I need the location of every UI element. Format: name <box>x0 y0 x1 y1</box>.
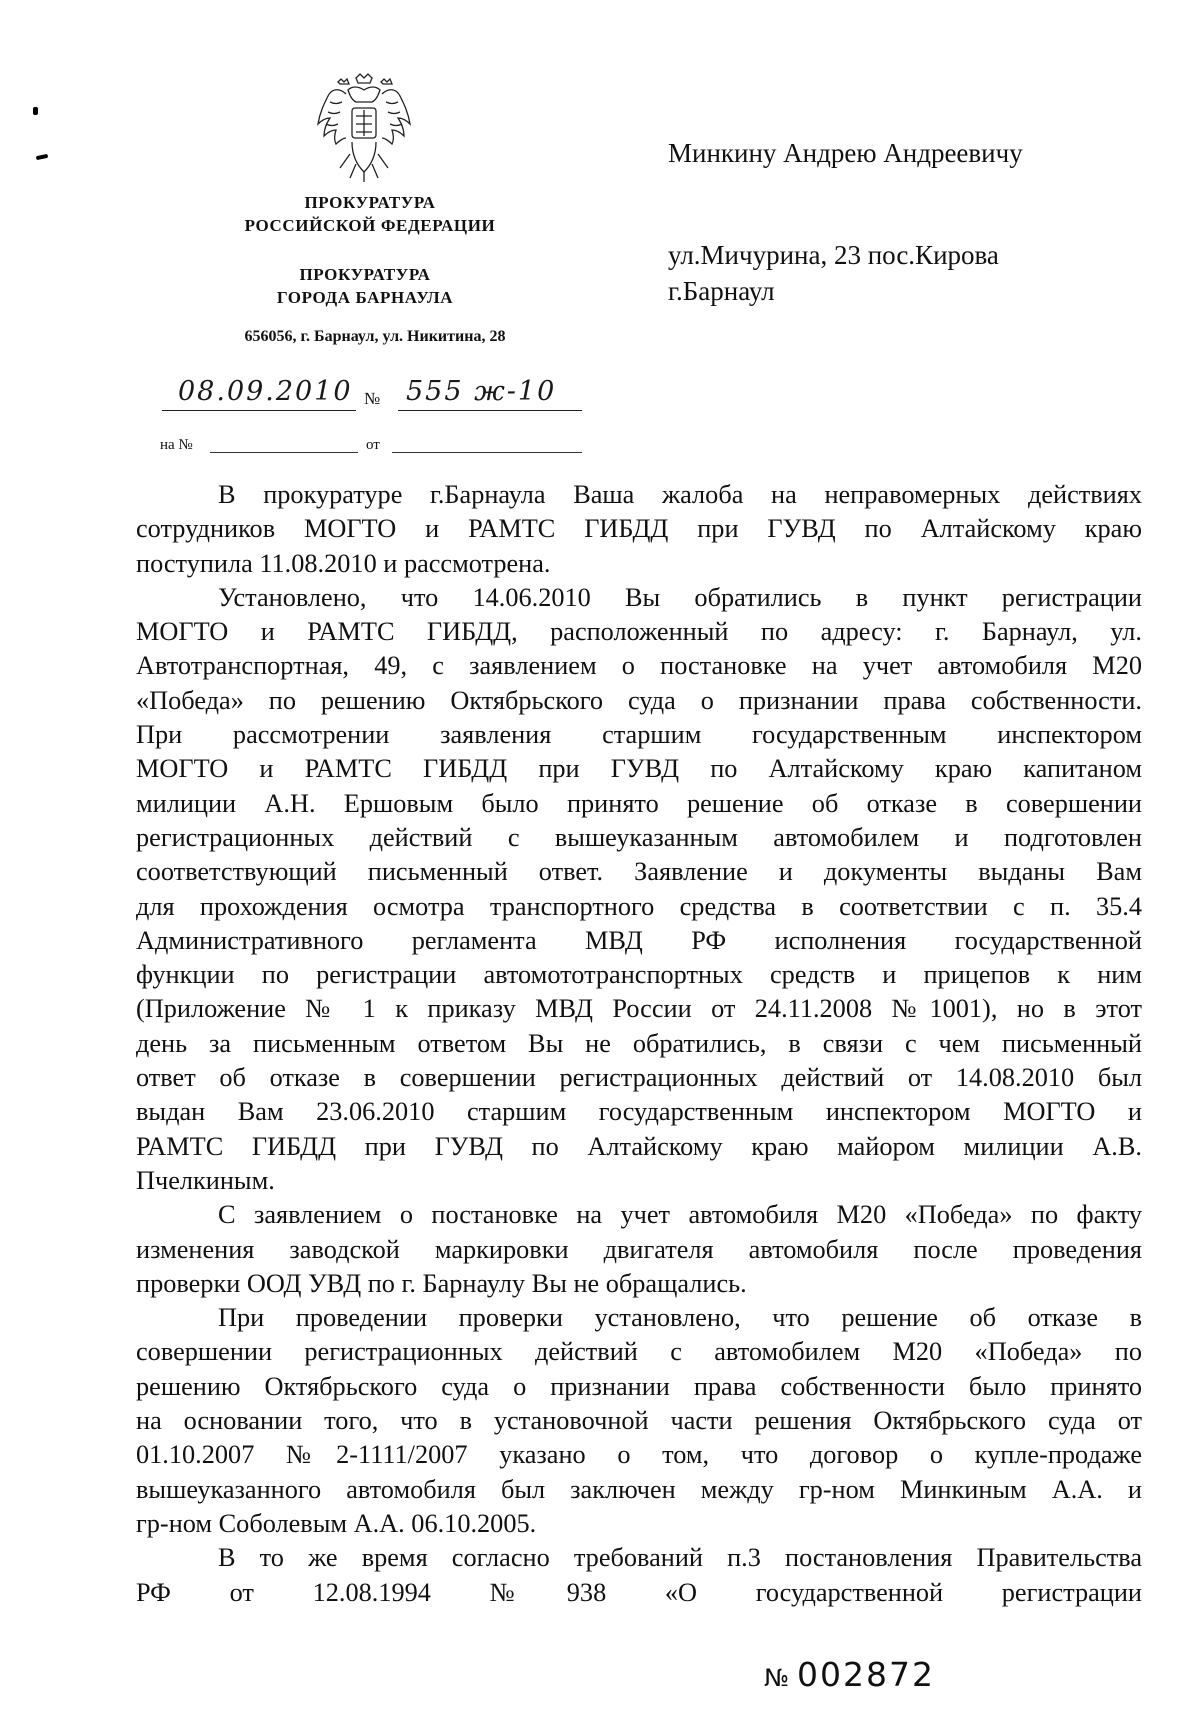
addressee-name: Минкину Андрею Андреевичу <box>668 138 1023 168</box>
addressee-city: г.Барнаул <box>668 276 775 306</box>
body-line: «Победа» по решению Октябрьского суда о признании права собственности. <box>136 685 1142 715</box>
body-line: поступила 11.08.2010 и рассмотрена. <box>136 548 551 578</box>
body-line: При проведении проверки установлено, что решение об отказе в <box>218 1303 1142 1333</box>
body-line: решению Октябрьского суда о признании права собственности было принято <box>136 1371 1142 1401</box>
serial-number: 002872 <box>796 1655 935 1694</box>
org-block-city <box>200 263 530 309</box>
reference-line <box>210 452 358 453</box>
body-line: Пчелкиным. <box>136 1165 275 1195</box>
body-line: соответствующий письменный ответ. Заявление и документы выданы Вам <box>136 857 1142 887</box>
body-line: день за письменным ответом Вы не обратились, в связи с чем письменный <box>136 1028 1142 1058</box>
body-line: МОГТО и РАМТС ГИБДД при ГУВД по Алтайскому краю капитаном <box>136 754 1142 784</box>
body-line: изменения заводской маркировки двигателя автомобиля после проведения <box>136 1234 1142 1264</box>
body-line: МОГТО и РАМТС ГИБДД, расположенный по адресу: г. Барнаул, ул. <box>136 617 1142 647</box>
body-line: С заявлением о постановке на учет автомобиля М20 «Победа» по факту <box>218 1200 1142 1230</box>
body-line: В то же время согласно требований п.3 постановления Правительства <box>218 1543 1142 1573</box>
body-line: вышеуказанного автомобиля был заключен между гр-ном Минкиным А.А. и <box>136 1474 1142 1504</box>
body-line: 01.10.2007 №2-1111/2007 указано о том, что договор о купле-продаже <box>136 1440 1142 1470</box>
body-line: Административного регламента МВД РФ исполнения государственной <box>136 925 1142 955</box>
body-line: милиции А.Н. Ершовым было принято решение об отказе в совершении <box>136 788 1142 818</box>
body-line: функции по регистрации автомототранспортных средств и прицепов к ним <box>136 960 1142 990</box>
org-line: ПРОКУРАТУРА <box>299 265 431 284</box>
registration-number: 555 ж-10 <box>406 376 557 407</box>
org-address: 656056, г. Барнаул, ул. Никитина, 28 <box>244 328 506 345</box>
body-line: гр-ном Соболевым А.А. 06.10.2005. <box>136 1508 537 1538</box>
reference-from-line <box>392 452 582 453</box>
body-line: При рассмотрении заявления старшим государственным инспектором <box>136 720 1142 750</box>
body-line: сотрудников МОГТО и РАМТС ГИБДД при ГУВД по Алтайскому краю <box>136 514 1142 544</box>
body-line: Автотранспортная, 49, с заявлением о постановке на учет автомобиля М20 <box>136 651 1142 681</box>
serial-sign: № <box>764 1664 789 1692</box>
reference-from-label: от <box>366 437 380 453</box>
body-line: РФ от 12.08.1994 №938 «О государственной регистрации <box>136 1577 1142 1607</box>
body-line: проверки ООД УВД по г. Барнаулу Вы не обращались. <box>136 1268 747 1298</box>
body-line: регистрационных действий с вышеуказанным автомобилем и подготовлен <box>136 822 1142 852</box>
scan-mark <box>36 154 49 160</box>
addressee-street: ул.Мичурина, 23 пос.Кирова <box>668 240 999 270</box>
coat-of-arms-emblem <box>316 72 412 184</box>
body-line: совершении регистрационных действий с автомобилем М20 «Победа» по <box>136 1337 1142 1367</box>
body-line: Установлено, что 14.06.2010 Вы обратились в пункт регистрации <box>218 582 1142 612</box>
body-line: на основании того, что в установочной части решения Октябрьского суда от <box>136 1406 1142 1436</box>
registration-date: 08.09.2010 <box>178 376 353 407</box>
scan-mark <box>33 107 38 115</box>
reference-label: на № <box>160 437 193 453</box>
body-line: ответ об отказе в совершении регистрационных действий от 14.08.2010 был <box>136 1063 1142 1093</box>
org-line: ГОРОДА БАРНАУЛА <box>276 288 454 307</box>
letter-body <box>136 478 1142 1610</box>
body-line: В прокуратуре г.Барнаула Ваша жалоба на неправомерных действиях <box>218 480 1142 509</box>
org-block-federal <box>190 191 550 237</box>
org-line: РОССИЙСКОЙ ФЕДЕРАЦИИ <box>244 216 496 235</box>
body-line: для прохождения осмотра транспортного средства в соответствии с п. 35.4 <box>136 891 1142 921</box>
body-line: РАМТС ГИБДД при ГУВД по Алтайскому краю майором милиции А.В. <box>136 1131 1142 1161</box>
org-line: ПРОКУРАТУРА <box>304 193 436 212</box>
body-line: (Приложение № 1 к приказу МВД России от 24.11.2008 №1001), но в этот <box>136 994 1142 1024</box>
form-serial-number <box>764 1655 935 1694</box>
registration-number-sign: № <box>364 389 381 408</box>
body-line: выдан Вам 23.06.2010 старшим государственным инспектором МОГТО и <box>136 1097 1142 1127</box>
